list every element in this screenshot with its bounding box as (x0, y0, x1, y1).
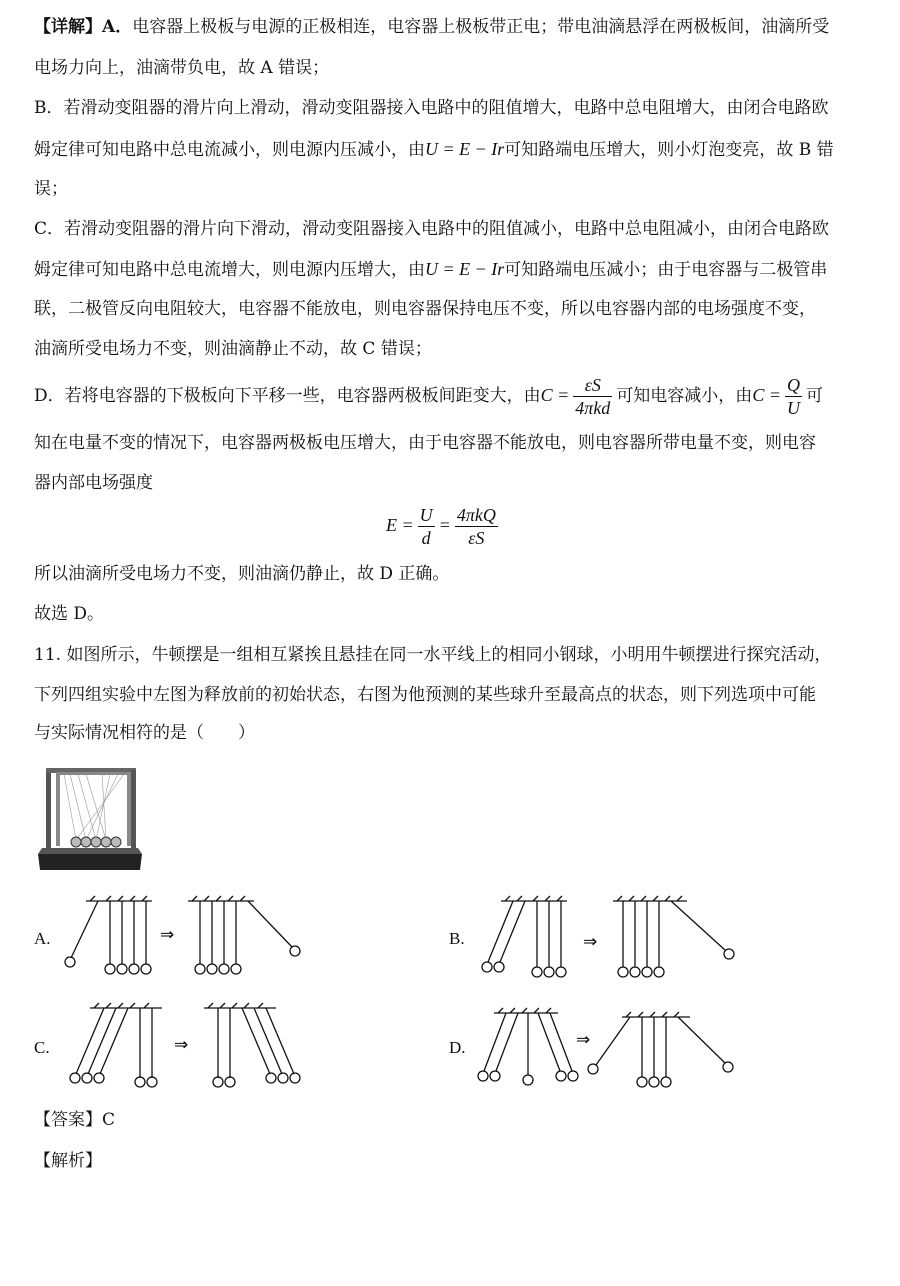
detail-a-text: 电容器上极板与电源的正极相连，电容器上极板带正电；带电油滴悬浮在两极板间，油滴所受 (132, 17, 830, 37)
detail-D-line4: 所以油滴所受电场力不变，则油滴仍静止，故 D 正确。 (34, 564, 450, 584)
detail-B-line1: B．若滑动变阻器的滑片向上滑动，滑动变阻器接入电路中的阻值增大，电路中总电阻增大，由闭合电路欧 (34, 98, 829, 118)
fraction-es-4pikd (573, 374, 612, 419)
detail-C-line3: 联，二极管反向电阻较大，电容器不能放电，则电容器保持电压不变，所以电容器内部的电场强度不变， (34, 299, 816, 319)
fraction-numerator: 4πkQ (456, 505, 496, 525)
fraction-numerator: Q (786, 375, 800, 395)
question-line2: 下列四组实验中左图为释放前的初始状态，右图为他预测的某些球升至最高点的状态，则下列选项中可能 (34, 685, 816, 705)
option-a-prefix: A． (102, 17, 133, 37)
arrow-icon: ⇒ (583, 932, 598, 952)
detail-A-line1 (34, 16, 829, 38)
question-line3: 与实际情况相符的是（ ） (34, 723, 255, 743)
detail-choose: 故选 D。 (34, 604, 105, 624)
formula-e-lhs: E = (386, 515, 414, 535)
option-c-diagram (64, 1000, 314, 1092)
formula-u-e-ir: U = E − Ir (425, 259, 505, 279)
detail-d-text-b: 可知电容减小，由 (616, 386, 753, 406)
option-d-label: D. (449, 1038, 466, 1057)
formula-electric-field (386, 500, 502, 551)
option-c-label: C. (34, 1038, 50, 1057)
detail-d-text-a: D．若将电容器的下极板向下平移一些，电容器两极板间距变大，由 (34, 386, 541, 406)
formula-u-e-ir: U = E − Ir (425, 139, 505, 159)
arrow-icon: ⇒ (160, 925, 175, 945)
detail-c-text-a: 姆定律可知电路中总电流增大，则电源内压增大，由 (34, 260, 425, 280)
question-line1: 11. 如图所示，牛顿摆是一组相互紧挨且悬挂在同一水平线上的相同小钢球，小明用牛顿摆进行探究活动， (34, 645, 832, 665)
detail-D-line2: 知在电量不变的情况下，电容器两极板电压增大，由于电容器不能放电，则电容器所带电量不变，则电容 (34, 433, 816, 453)
detail-c-text-b: 可知路端电压减小；由于电容器与二极管串 (504, 260, 828, 280)
detail-C-line2 (34, 258, 827, 281)
fraction-denominator: d (421, 528, 431, 548)
detail-C-line1: C．若滑动变阻器的滑片向下滑动，滑动变阻器接入电路中的阻值减小，电路中总电阻减小，由闭合电路欧 (34, 219, 830, 239)
arrow-icon: ⇒ (576, 1030, 591, 1050)
option-b-diagram (475, 895, 745, 985)
fraction-denominator: εS (468, 528, 485, 548)
detail-D-line1 (34, 370, 823, 421)
detail-label: 【详解】 (34, 17, 102, 37)
fraction-numerator: εS (573, 374, 612, 397)
arrow-icon: ⇒ (174, 1035, 189, 1055)
option-b-label: B. (449, 929, 465, 948)
formula-c-lhs: C = (752, 385, 781, 405)
option-a-label: A. (34, 929, 51, 948)
detail-d-text-c: 可 (805, 386, 823, 406)
fraction-u-d (418, 504, 435, 549)
option-d-diagram (472, 1005, 742, 1093)
answer: 【答案】C (34, 1110, 116, 1130)
fraction-numerator: U (419, 505, 433, 525)
fraction-denominator: U (786, 398, 800, 418)
detail-b-text-a: 姆定律可知电路中总电流减小，则电源内压减小，由 (34, 140, 425, 160)
fraction-4pikq-es (455, 504, 498, 549)
detail-B-line2 (34, 138, 834, 161)
detail-b-text-b: 可知路端电压增大，则小灯泡变亮，故 B 错 (504, 140, 834, 160)
formula-c-lhs: C = (540, 385, 570, 405)
newtons-cradle-photo (34, 762, 146, 884)
detail-C-line4: 油滴所受电场力不变，则油滴静止不动，故 C 错误； (34, 339, 432, 359)
detail-A-line2: 电场力向上，油滴带负电，故 A 错误； (34, 58, 330, 78)
formula-equals: = (438, 515, 451, 535)
fraction-q-u (785, 374, 802, 419)
detail-D-line3: 器内部电场强度 (34, 473, 153, 493)
analysis-label: 【解析】 (34, 1151, 102, 1171)
detail-B-line3: 误； (34, 179, 68, 199)
option-a-diagram (60, 895, 310, 980)
fraction-denominator: 4πkd (575, 398, 611, 418)
